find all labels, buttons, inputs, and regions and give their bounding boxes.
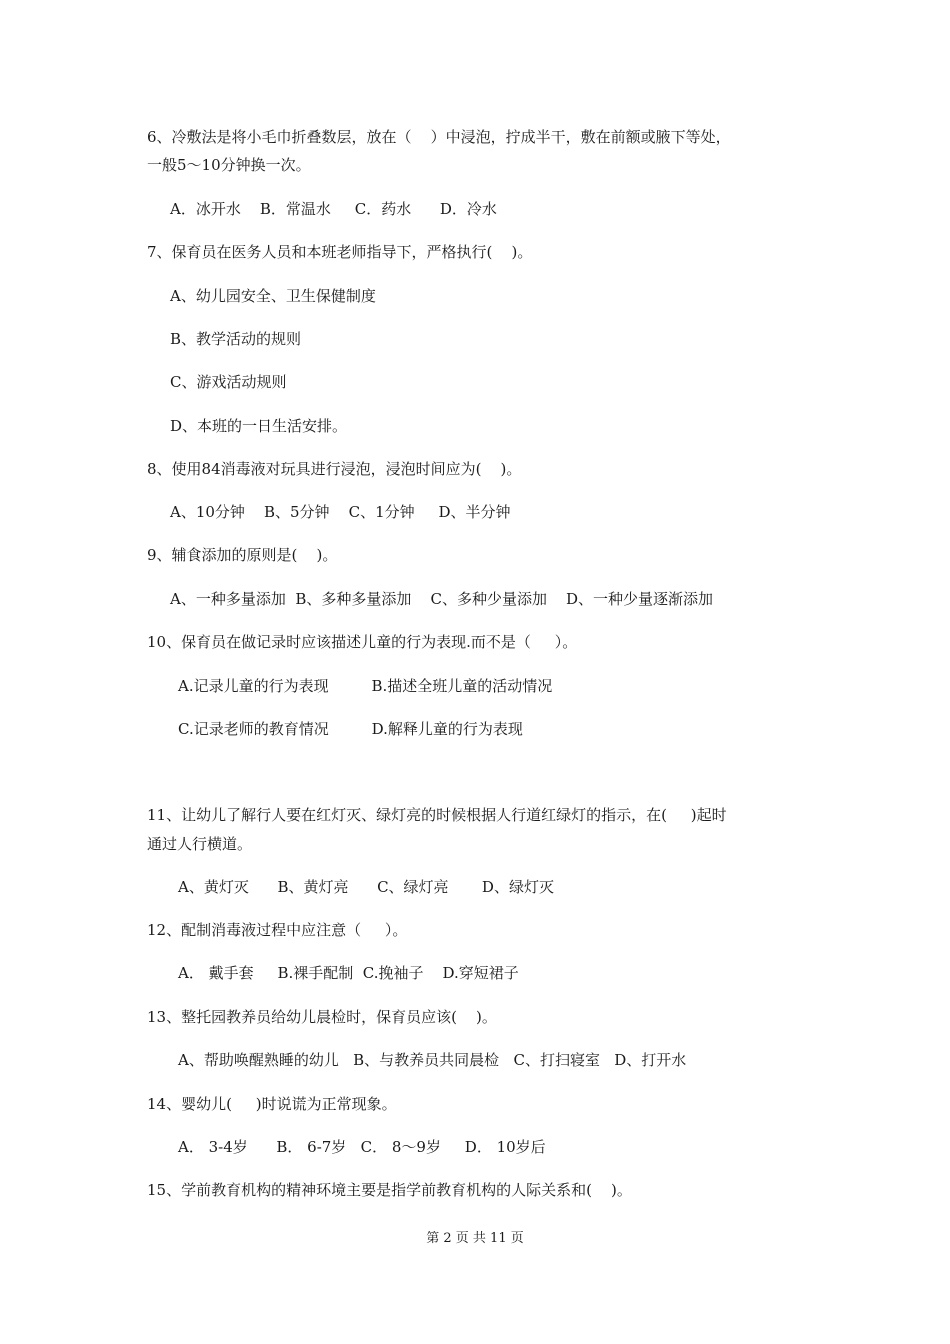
question-11-stem-line-1: 11、让幼儿了解行人要在红灯灭、绿灯亮的时候根据人行道红绿灯的指示，在( )起时 [147,806,727,824]
question-10-options-line-1: A.记录儿童的行为表现 B.描述全班儿童的活动情况 [178,677,553,695]
question-9-stem: 9、辅食添加的原则是( )。 [147,546,338,564]
question-7-option-c: C、游戏活动规则 [170,373,287,391]
question-10-stem: 10、保育员在做记录时应该描述儿童的行为表现.而不是（ ）。 [147,633,578,651]
question-6-options: A．冰开水 B．常温水 C．药水 D．冷水 [170,200,497,218]
question-7-option-a: A、幼儿园安全、卫生保健制度 [170,287,376,305]
question-13-options: A、帮助唤醒熟睡的幼儿 B、与教养员共同晨检 C、打扫寝室 D、打开水 [178,1051,687,1069]
question-14-options: A． 3-4岁 B． 6-7岁 C． 8～9岁 D． 10岁后 [178,1138,546,1156]
question-10-options-line-2: C.记录老师的教育情况 D.解释儿童的行为表现 [178,720,523,738]
question-6-stem-line-2: 一般5～10分钟换一次。 [147,156,311,174]
question-14-stem: 14、婴幼儿( )时说谎为正常现象。 [147,1095,397,1113]
question-9-options: A、一种多量添加 B、多种多量添加 C、多种少量添加 D、一种少量逐渐添加 [170,590,714,608]
question-13-stem: 13、整托园教养员给幼儿晨检时，保育员应该( )。 [147,1008,497,1026]
question-11-options: A、黄灯灭 B、黄灯亮 C、绿灯亮 D、绿灯灭 [178,878,554,896]
page-number-footer: 第 2 页 共 11 页 [426,1231,524,1246]
question-7-stem: 7、保育员在医务人员和本班老师指导下，严格执行( )。 [147,243,533,261]
question-12-stem: 12、配制消毒液过程中应注意（ ）。 [147,921,408,939]
question-12-options: A． 戴手套 B.裸手配制 C.挽袖子 D.穿短裙子 [178,964,519,982]
question-7-option-d: D、本班的一日生活安排。 [170,417,348,435]
question-8-stem: 8、使用84消毒液对玩具进行浸泡，浸泡时间应为( )。 [147,460,522,478]
question-8-options: A、10分钟 B、5分钟 C、1分钟 D、半分钟 [170,503,511,521]
question-15-stem: 15、学前教育机构的精神环境主要是指学前教育机构的人际关系和( )。 [147,1181,632,1199]
question-11-stem-line-2: 通过人行横道。 [147,835,253,853]
question-7-option-b: B、教学活动的规则 [170,330,302,348]
question-6-stem-line-1: 6、冷敷法是将小毛巾折叠数层，放在（ ）中浸泡，拧成半干，敷在前额或腋下等处， [147,128,731,146]
